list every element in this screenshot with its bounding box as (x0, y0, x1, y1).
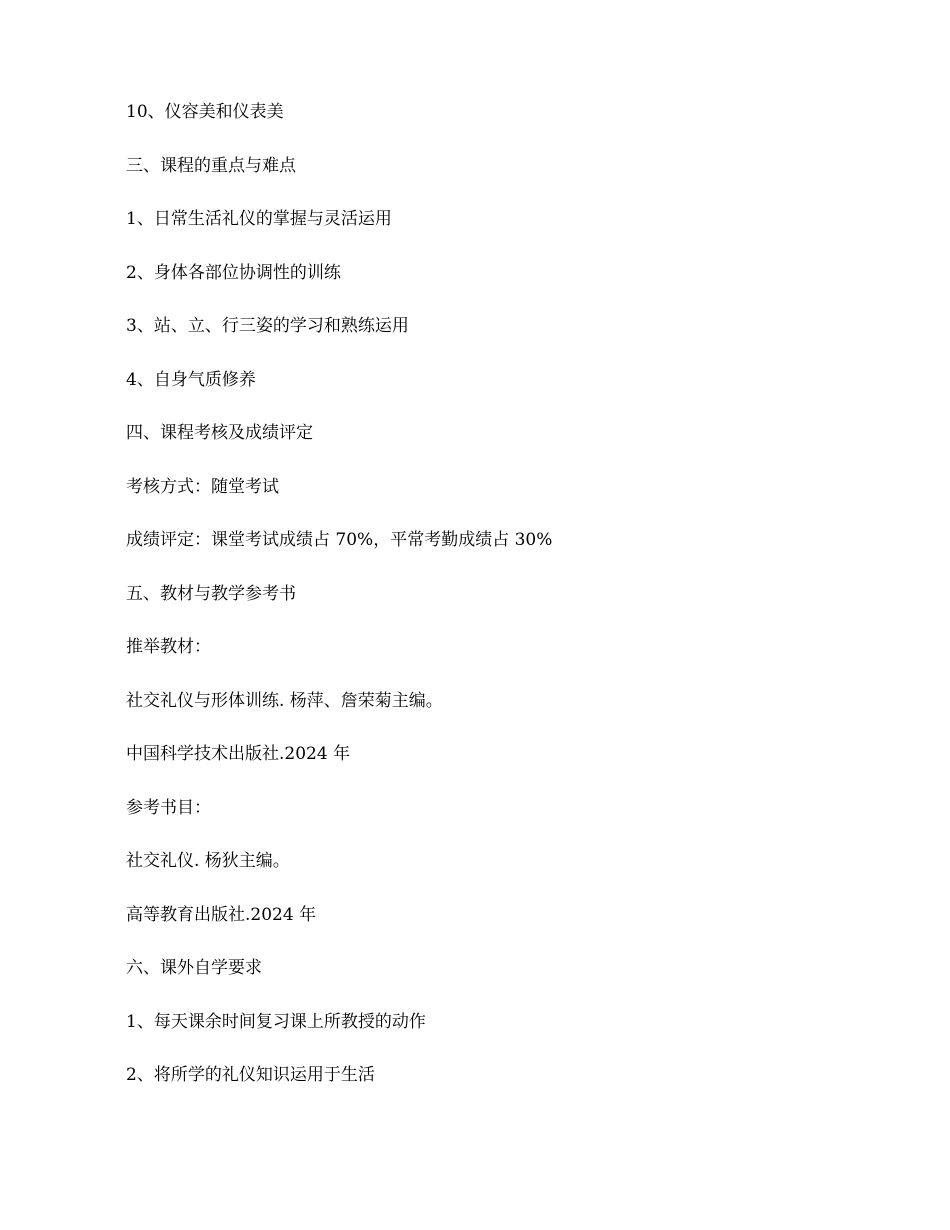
reference-book-publisher: 高等教育出版社.2024 年 (126, 904, 317, 925)
section-heading-assessment: 四、课程考核及成绩评定 (126, 423, 313, 443)
assessment-method: 考核方式：随堂考试 (126, 476, 279, 497)
list-item-postures: 3、站、立、行三姿的学习和熟练运用 (126, 316, 409, 336)
section-heading-key-points: 三、课程的重点与难点 (126, 155, 296, 176)
reference-books-label: 参考书目： (126, 797, 211, 818)
textbook-publisher: 中国科学技术出版社.2024 年 (126, 744, 351, 764)
reference-book-title: 社交礼仪. 杨狄主编。 (126, 851, 290, 871)
list-item-appearance: 10、仪容美和仪表美 (126, 102, 284, 122)
list-item-temperament: 4、自身气质修养 (126, 369, 256, 390)
section-heading-self-study: 六、课外自学要求 (126, 958, 262, 978)
recommended-textbook-label: 推举教材： (126, 637, 211, 657)
list-item-coordination: 2、身体各部位协调性的训练 (126, 262, 341, 283)
list-item-apply-knowledge: 2、将所学的礼仪知识运用于生活 (126, 1065, 375, 1085)
textbook-title: 社交礼仪与形体训练. 杨萍、詹荣菊主编。 (126, 690, 443, 711)
list-item-daily-review: 1、每天课余时间复习课上所教授的动作 (126, 1011, 426, 1032)
document-body (126, 99, 826, 1116)
grading-rule: 成绩评定：课堂考试成绩占 70%，平常考勤成绩占 30% (126, 530, 553, 550)
section-heading-textbooks: 五、教材与教学参考书 (126, 583, 296, 604)
list-item-daily-etiquette: 1、日常生活礼仪的掌握与灵活运用 (126, 209, 392, 229)
